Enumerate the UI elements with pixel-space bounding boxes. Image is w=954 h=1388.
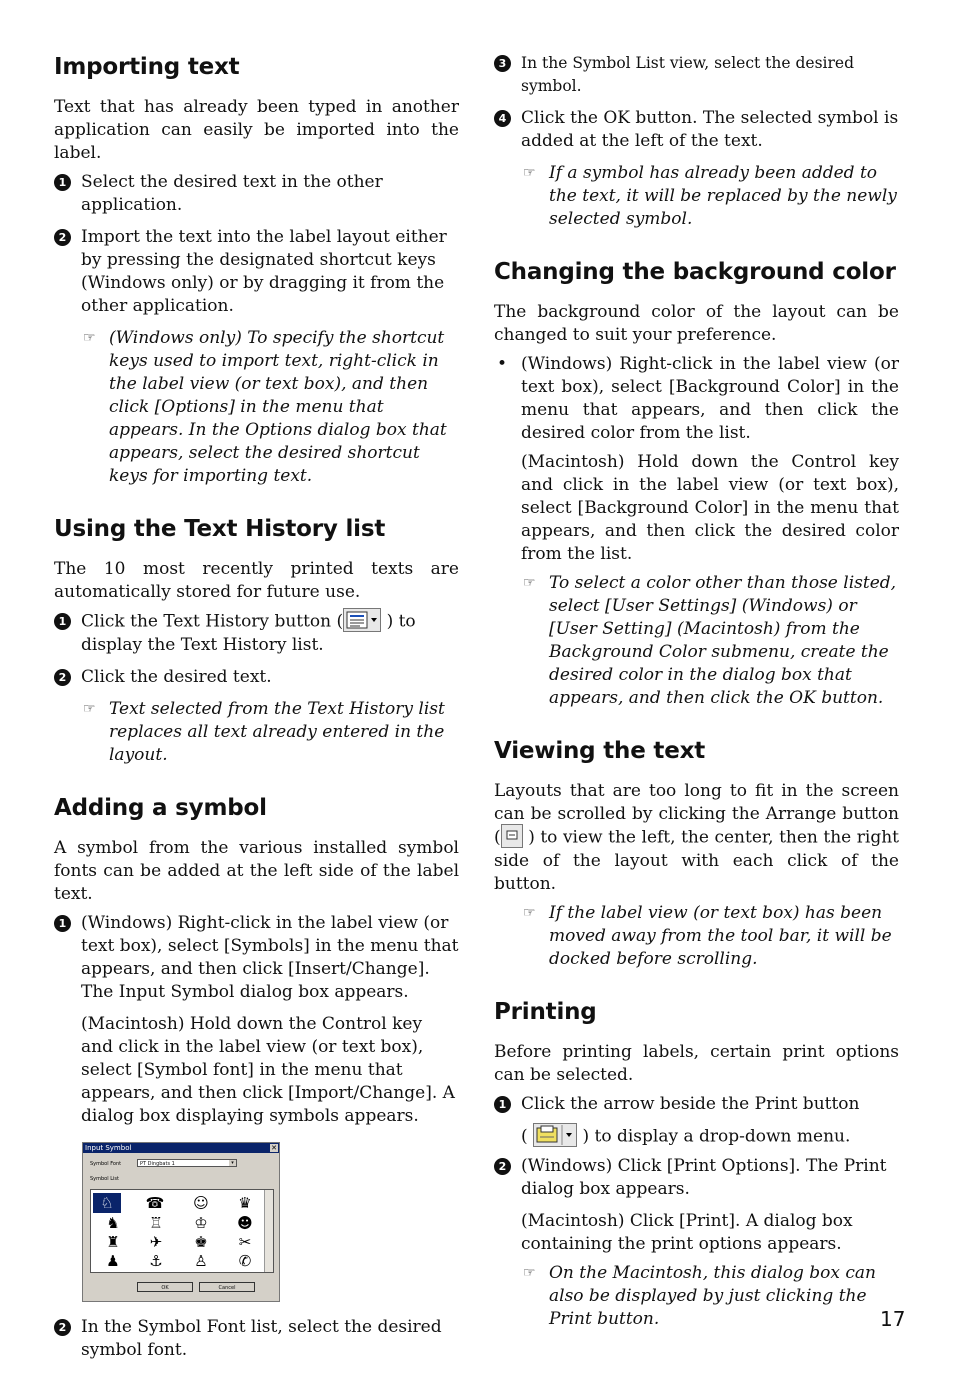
step-number-1: 1 <box>54 613 71 630</box>
importing-intro: Text that has already been typed in another application can easily be imported into the label. <box>54 97 459 163</box>
printing-step-1-pre: Click the arrow beside the Print button <box>521 1094 860 1114</box>
step-number-1: 1 <box>494 1096 511 1113</box>
symbol-step-4 <box>494 107 899 153</box>
section-viewing-text <box>494 736 899 971</box>
viewing-intro <box>494 780 899 896</box>
heading-importing-text: Importing text <box>54 54 240 80</box>
symbol-cell[interactable]: ♘ <box>93 1193 121 1213</box>
viewing-note <box>494 902 899 971</box>
note-hand-icon: ☞ <box>523 905 536 921</box>
heading-text-history: Using the Text History list <box>54 516 386 542</box>
section-background-color <box>494 257 899 710</box>
viewing-intro-pre: Layouts that are too long to fit in the screen can be scrolled by clicking the Arrange button ( <box>494 781 899 848</box>
symbol-cell[interactable]: ♖ <box>149 1214 163 1232</box>
note-hand-icon: ☞ <box>523 575 536 591</box>
arrange-icon <box>501 824 523 848</box>
symbol-step-1 <box>54 912 459 1004</box>
history-step-1-pre: Click the Text History button ( <box>81 611 344 632</box>
symbol-cell[interactable]: ✈ <box>149 1233 163 1251</box>
symbol-cell[interactable]: ♚ <box>194 1233 208 1251</box>
background-windows-text: (Windows) Right-click in the label view (or text box), select [Background Color] in the menu that appears, and then click the desired color from the list. <box>521 354 899 443</box>
section-symbol-continued <box>494 52 899 231</box>
importing-step-1-text: Select the desired text in the other application. <box>81 172 383 215</box>
input-symbol-dialog-screenshot <box>82 1142 280 1302</box>
printing-note <box>494 1262 899 1331</box>
printing-step-2-windows: (Windows) Click [Print Options]. The Print dialog box appears. <box>521 1156 887 1199</box>
symbol-step-3-text: In the Symbol List view, select the desired symbol. <box>521 54 855 95</box>
printing-step-1-paren: ( <box>521 1126 528 1147</box>
printing-intro: Before printing labels, certain print options can be selected. <box>494 1042 899 1085</box>
background-note-text: To select a color other than those listed, select [User Settings] (Windows) or [User Setting] (Macintosh) from the Background Color submenu, create the desired color in the dialog box that appears, and then click the OK button. <box>549 573 897 708</box>
printing-step-2 <box>494 1155 899 1201</box>
background-note <box>494 572 899 710</box>
step-number-3: 3 <box>494 55 511 72</box>
symbol-cell[interactable]: ♛ <box>238 1194 252 1212</box>
symbol-font-value: PT Dingbats 1 <box>140 1161 175 1167</box>
printing-note-text: On the Macintosh, this dialog box can also be displayed by just clicking the Print button. <box>549 1263 877 1329</box>
history-step-2-text: Click the desired text. <box>81 667 272 687</box>
step-number-2: 2 <box>54 1319 71 1336</box>
note-hand-icon: ☞ <box>83 330 96 346</box>
viewing-note-text: If the label view (or text box) has been moved away from the tool bar, it will be docked before scrolling. <box>549 903 892 969</box>
viewing-intro-post: ) to view the left, the center, then the right side of the layout with each click of the button. <box>494 827 900 894</box>
symbol-list[interactable] <box>90 1189 274 1273</box>
symbol-list-scrollbar[interactable] <box>264 1190 273 1272</box>
importing-step-2-text: Import the text into the label layout either by pressing the designated shortcut keys (Windows only) or by dragging it from the other application. <box>81 227 447 316</box>
printing-step-1-post: ) to display a drop-down menu. <box>582 1126 851 1147</box>
bullet-marker: • <box>497 354 508 374</box>
symbol-list-label: Symbol List <box>90 1176 119 1182</box>
background-bullet <box>494 353 899 445</box>
history-note <box>54 698 459 767</box>
symbol-step-2-text: In the Symbol Font list, select the desired symbol font. <box>81 1317 442 1360</box>
dialog-title: Input Symbol <box>85 1144 132 1152</box>
cancel-button[interactable]: Cancel <box>199 1282 255 1292</box>
printing-step-1-cont <box>494 1125 899 1149</box>
section-importing-text <box>54 52 459 488</box>
symbol-font-select[interactable] <box>137 1159 237 1167</box>
importing-step-1 <box>54 171 459 217</box>
symbol-step-1-windows: (Windows) Right-click in the label view (or text box), select [Symbols] in the menu that appears, and then click [Insert/Change]. The Input Symbol dialog box appears. <box>81 913 459 1002</box>
step-number-2: 2 <box>494 1158 511 1175</box>
history-intro: The 10 most recently printed texts are automatically stored for future use. <box>54 559 459 602</box>
symbol-step-1-macintosh: (Macintosh) Hold down the Control key and click in the label view (or text box), select [Symbol font] in the menu that appears, and then click [Import/Change]. A dialog box displaying symbols appears. <box>81 1014 455 1126</box>
background-intro: The background color of the layout can be changed to suit your preference. <box>494 302 899 345</box>
printing-step-1 <box>494 1093 899 1116</box>
history-note-text: Text selected from the Text History list replaces all text already entered in the layout. <box>109 699 445 765</box>
symbol-step-2 <box>54 1316 459 1362</box>
symbol-cell[interactable]: ☺ <box>193 1194 209 1212</box>
section-printing <box>494 997 899 1331</box>
heading-printing: Printing <box>494 999 597 1025</box>
symbol-cell[interactable]: ♜ <box>106 1233 120 1251</box>
symbol-cell[interactable]: ♙ <box>194 1252 208 1270</box>
history-step-1 <box>54 610 459 657</box>
section-adding-symbol <box>54 793 459 1362</box>
left-column <box>54 52 459 1388</box>
importing-note <box>54 327 459 488</box>
note-hand-icon: ☞ <box>523 1265 536 1281</box>
note-hand-icon: ☞ <box>83 701 96 717</box>
symbol-note <box>494 162 899 231</box>
symbol-cell[interactable]: ☎ <box>145 1194 165 1212</box>
symbol-step-4-text: Click the OK button. The selected symbol is added at the left of the text. <box>521 108 899 151</box>
note-hand-icon: ☞ <box>523 165 536 181</box>
step-number-1: 1 <box>54 174 71 191</box>
step-number-1: 1 <box>54 915 71 932</box>
importing-step-2 <box>54 226 459 318</box>
chevron-down-icon: ▾ <box>229 1160 236 1166</box>
symbol-note-text: If a symbol has already been added to the text, it will be replaced by the newly selected symbol. <box>549 163 897 229</box>
text-history-icon <box>343 608 381 632</box>
symbol-cell[interactable]: ⚓ <box>149 1252 163 1270</box>
heading-adding-symbol: Adding a symbol <box>54 795 267 821</box>
symbol-cell[interactable]: ♟ <box>106 1252 120 1270</box>
section-text-history <box>54 514 459 767</box>
importing-note-text: (Windows only) To specify the shortcut keys used to import text, right-click in the label view (or text box), and then click [Options] in the menu that appears. In the Options dialog box that appears, select the desired shortcut keys for importing text. <box>109 328 447 486</box>
symbol-font-label: Symbol Font <box>90 1161 122 1167</box>
heading-background-color: Changing the background color <box>494 259 896 285</box>
symbol-intro: A symbol from the various installed symbol fonts can be added at the left side of the label text. <box>54 838 459 904</box>
step-number-2: 2 <box>54 229 71 246</box>
print-dropdown-icon <box>533 1123 577 1147</box>
right-column <box>494 52 899 1357</box>
dialog-title-bar <box>83 1143 279 1153</box>
symbol-cell[interactable]: ♔ <box>194 1214 208 1232</box>
ok-button[interactable]: OK <box>137 1282 193 1292</box>
heading-viewing-text: Viewing the text <box>494 738 706 764</box>
page-number: 17 <box>880 1307 906 1331</box>
background-macintosh-text: (Macintosh) Hold down the Control key and click in the label view (or text box), select [Background Color] in the menu that appears, and then click the desired color from the list. <box>521 452 899 564</box>
symbol-cell[interactable]: ☻ <box>237 1214 253 1232</box>
printing-step-2-macintosh: (Macintosh) Click [Print]. A dialog box containing the print options appears. <box>521 1211 853 1254</box>
step-number-4: 4 <box>494 110 511 127</box>
symbol-cell[interactable]: ✂ <box>238 1233 252 1251</box>
symbol-step-3 <box>494 52 899 98</box>
close-icon[interactable]: ✕ <box>271 1144 277 1152</box>
history-step-2 <box>54 666 459 689</box>
step-number-2: 2 <box>54 669 71 686</box>
history-step-1-post: ) to display the Text History list. <box>81 611 416 655</box>
symbol-cell[interactable]: ♞ <box>106 1214 120 1232</box>
symbol-cell[interactable]: ✆ <box>238 1252 252 1270</box>
